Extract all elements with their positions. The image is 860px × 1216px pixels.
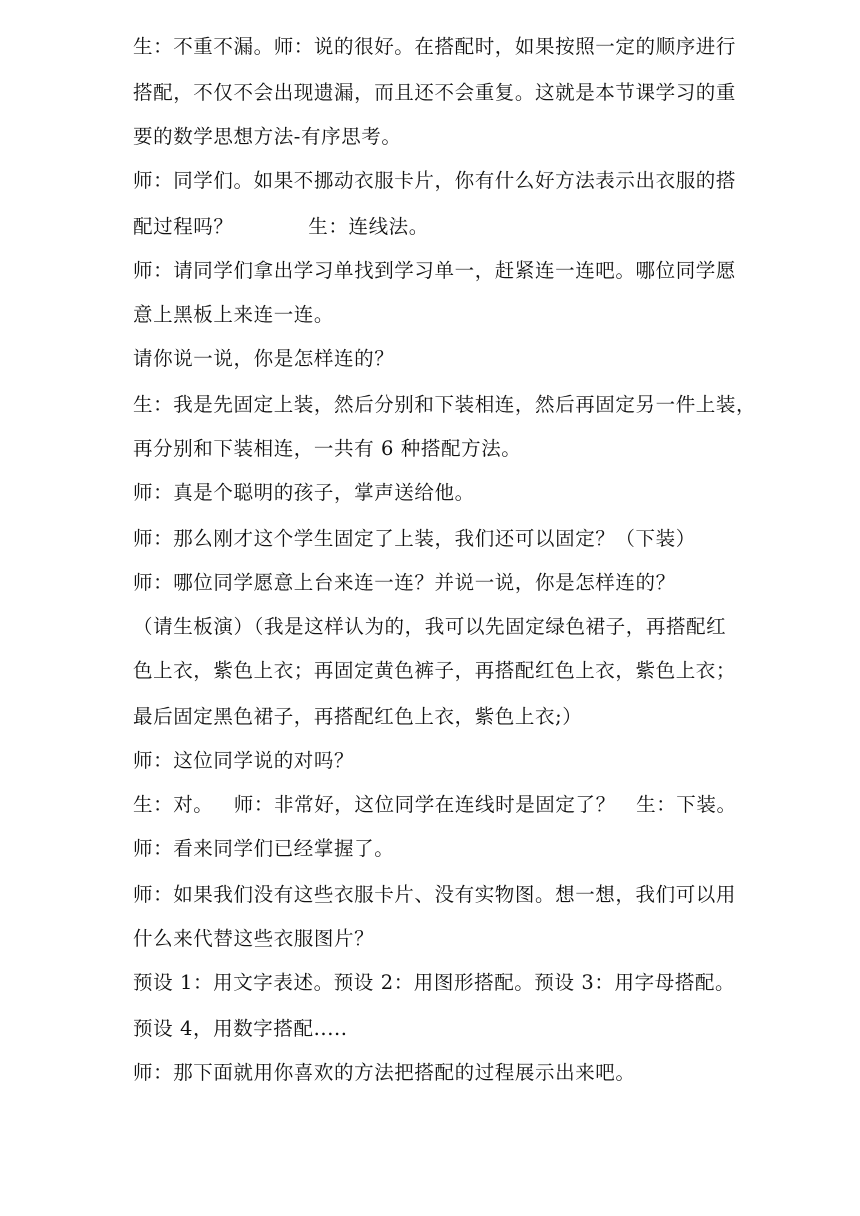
text-line: 预设 1：用文字表述。预设 2：用图形搭配。预设 3：用字母搭配。 — [133, 971, 736, 994]
text-line: 师：那么刚才这个学生固定了上装，我们还可以固定？（下装） — [133, 527, 696, 550]
text-line: 生：不重不漏。师：说的很好。在搭配时，如果按照一定的顺序进行 — [133, 35, 737, 58]
text-line: 师：看来同学们已经掌握了。 — [133, 837, 395, 860]
text-line: 搭配，不仅不会出现遗漏，而且还不会重复。这就是本节课学习的重 — [133, 81, 737, 104]
text-line: 生：我是先固定上装，然后分别和下装相连，然后再固定另一件上装， — [133, 393, 757, 416]
text-line: 预设 4，用数字搭配..... — [133, 1017, 348, 1040]
text-line: 师：如果我们没有这些衣服卡片、没有实物图。想一想，我们可以用 — [133, 883, 737, 906]
text-line: 请你说一说，你是怎样连的？ — [133, 347, 395, 370]
text-line: （请生板演）（我是这样认为的，我可以先固定绿色裙子，再搭配红 — [133, 615, 727, 638]
text-line: 师：那下面就用你喜欢的方法把搭配的过程展示出来吧。 — [133, 1061, 636, 1084]
text-line: 生：对。 师：非常好，这位同学在连线时是固定了？ 生：下装。 — [133, 793, 737, 816]
text-line: 师：真是个聪明的孩子，掌声送给他。 — [133, 481, 475, 504]
text-line: 最后固定黑色裙子，再搭配红色上衣，紫色上衣;） — [133, 705, 583, 728]
text-line: 配过程吗？ 生：连线法。 — [133, 215, 429, 238]
text-line: 要的数学思想方法-有序思考。 — [133, 125, 402, 148]
text-line: 师：这位同学说的对吗？ — [133, 749, 355, 772]
text-line: 意上黑板上来连一连。 — [133, 303, 335, 326]
text-line: 色上衣，紫色上衣；再固定黄色裤子，再搭配红色上衣，紫色上衣； — [133, 659, 737, 682]
text-line: 再分别和下装相连，一共有 6 种搭配方法。 — [133, 437, 522, 460]
text-line: 师：同学们。如果不挪动衣服卡片，你有什么好方法表示出衣服的搭 — [133, 169, 737, 192]
text-line: 什么来代替这些衣服图片？ — [133, 927, 375, 950]
text-line: 师：哪位同学愿意上台来连一连？并说一说，你是怎样连的？ — [133, 571, 676, 594]
text-line: 师：请同学们拿出学习单找到学习单一，赶紧连一连吧。哪位同学愿 — [133, 259, 737, 282]
